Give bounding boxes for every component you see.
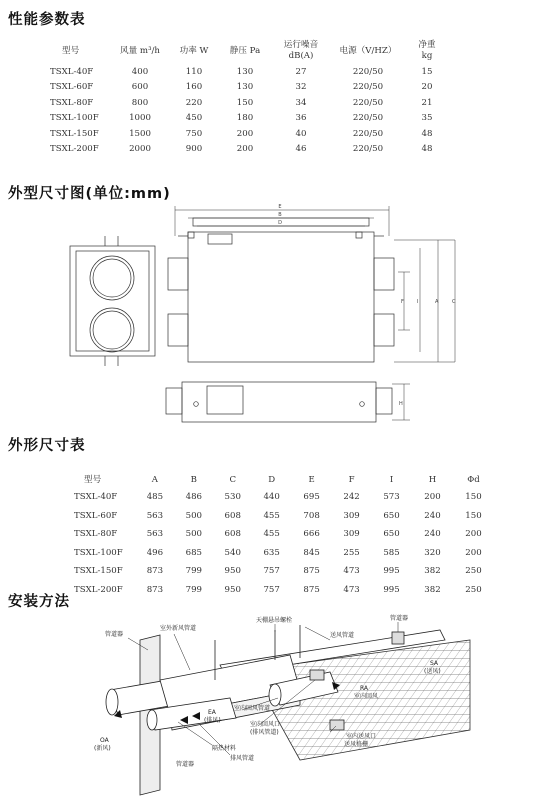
value-cell: 875: [303, 566, 320, 577]
value-cell: 20: [421, 82, 433, 93]
value-cell: 500: [185, 510, 203, 521]
value-cell: 666: [303, 529, 320, 540]
value-cell: 130: [236, 82, 254, 93]
callout-pipe-fitting-1: 管道器: [105, 631, 124, 638]
callout-supply-grille: 送风格栅: [344, 741, 369, 748]
value-cell: 32: [295, 82, 307, 93]
top-dimensions: [175, 206, 389, 236]
value-cell: 757: [263, 566, 280, 577]
value-cell: 220/50: [352, 66, 384, 77]
dims-col-b: B: [190, 474, 197, 485]
value-cell: 845: [303, 547, 320, 558]
dims-col-e: E: [308, 474, 315, 485]
value-cell: 1500: [129, 128, 151, 139]
value-cell: 220/50: [352, 113, 384, 124]
value-cell: 200: [236, 128, 254, 139]
callout-oa-sub: (新风): [94, 745, 111, 752]
dims-col-c: C: [229, 474, 237, 485]
supply-grille-top: [392, 632, 404, 644]
value-cell: 34: [295, 97, 307, 108]
value-cell: 608: [224, 529, 241, 540]
col-weight-line1: 净重: [418, 40, 436, 50]
value-cell: 573: [383, 492, 400, 503]
value-cell: 950: [224, 566, 241, 577]
value-cell: 799: [185, 566, 203, 577]
value-cell: 250: [465, 566, 482, 577]
install-drawing: [0, 610, 550, 800]
table-row: [74, 544, 494, 563]
model-cell: TSXL-60F: [74, 510, 118, 521]
table-row: [74, 562, 494, 581]
value-cell: 563: [146, 529, 164, 540]
outline-title: 外型尺寸图(单位:mm): [8, 186, 171, 202]
value-cell: 995: [383, 566, 400, 577]
col-static-pressure: 静压 Pa: [229, 45, 261, 56]
model-cell: TSXL-100F: [74, 547, 123, 558]
value-cell: 873: [146, 584, 164, 595]
callout-pipe-fitting-2: 管道器: [390, 615, 409, 622]
callout-hanging-bolt: 天棚悬吊螺栓: [256, 617, 293, 624]
value-cell: 485: [146, 492, 164, 503]
model-cell: TSXL-200F: [50, 144, 99, 155]
value-cell: 48: [421, 144, 433, 155]
front-view: [166, 382, 410, 422]
value-cell: 220/50: [352, 144, 384, 155]
value-cell: 200: [465, 529, 482, 540]
callout-outdoor-duct: 室外新风管道: [160, 625, 197, 632]
dim-label-i: I: [417, 299, 419, 305]
value-cell: 27: [295, 66, 307, 77]
callout-return-inlet: 室内回风口: [250, 721, 281, 728]
dims-col-f: F: [348, 474, 355, 485]
model-cell: TSXL-80F: [50, 97, 94, 108]
value-cell: 500: [185, 529, 203, 540]
value-cell: 200: [236, 144, 254, 155]
value-cell: 220/50: [352, 128, 384, 139]
dim-label-c: C: [452, 299, 456, 305]
value-cell: 40: [295, 128, 307, 139]
value-cell: 455: [263, 510, 280, 521]
value-cell: 48: [421, 128, 433, 139]
value-cell: 150: [236, 97, 254, 108]
value-cell: 455: [263, 529, 280, 540]
dims-table: [74, 472, 494, 599]
dims-col-model: 型号: [84, 474, 102, 485]
value-cell: 220/50: [352, 82, 384, 93]
dim-label-f: F: [401, 299, 404, 305]
value-cell: 496: [146, 547, 164, 558]
value-cell: 240: [424, 510, 441, 521]
value-cell: 320: [424, 547, 441, 558]
value-cell: 473: [343, 566, 360, 577]
value-cell: 708: [303, 510, 320, 521]
install-title: 安装方法: [8, 594, 70, 610]
model-cell: TSXL-60F: [50, 82, 94, 93]
value-cell: 130: [236, 66, 254, 77]
callout-exhaust-duct: 排风管道: [230, 755, 255, 762]
table-row: [74, 488, 494, 507]
value-cell: 685: [185, 547, 203, 558]
value-cell: 450: [185, 113, 203, 124]
value-cell: 799: [185, 584, 203, 595]
callout-ra-sub: 室内回风: [354, 693, 379, 700]
value-cell: 650: [383, 529, 400, 540]
model-cell: TSXL-40F: [74, 492, 118, 503]
value-cell: 200: [465, 547, 482, 558]
model-cell: TSXL-80F: [74, 529, 118, 540]
dim-label-e: E: [278, 204, 282, 210]
side-view: [70, 236, 155, 366]
col-weight-line2: kg: [421, 51, 433, 61]
value-cell: 180: [236, 113, 254, 124]
dims-title: 外形尺寸表: [8, 438, 86, 454]
dim-label-h: H: [399, 401, 403, 407]
callout-supply-outlet: 室内送风口: [346, 733, 377, 740]
model-cell: TSXL-150F: [74, 566, 123, 577]
callout-pipe-fitting-3: 管道器: [176, 761, 195, 768]
value-cell: 750: [185, 128, 203, 139]
callout-exhaust-duct-note: (排风管道): [250, 729, 279, 736]
value-cell: 150: [465, 510, 482, 521]
dim-label-d: D: [278, 220, 282, 226]
value-cell: 873: [146, 566, 164, 577]
dims-body: [74, 488, 494, 599]
value-cell: 160: [185, 82, 203, 93]
value-cell: 21: [421, 97, 433, 108]
value-cell: 36: [295, 113, 307, 124]
callout-return-duct: 室内回风管道: [234, 705, 271, 712]
value-cell: 757: [263, 584, 280, 595]
value-cell: 608: [224, 510, 241, 521]
value-cell: 2000: [129, 144, 151, 155]
col-model: 型号: [62, 45, 80, 56]
value-cell: 650: [383, 510, 400, 521]
col-noise-line2: dB(A): [288, 51, 314, 61]
dims-col-i: I: [389, 474, 394, 485]
callout-sa-sub: (送风): [424, 668, 441, 675]
col-airflow: 风量 m³/h: [120, 45, 160, 56]
dim-label-a: A: [435, 299, 439, 305]
value-cell: 950: [224, 584, 241, 595]
callout-ea-sub: (排风): [204, 717, 221, 724]
top-view: [168, 218, 394, 362]
value-cell: 240: [424, 529, 441, 540]
col-power-supply: 电源（V/HZ）: [339, 45, 397, 56]
value-cell: 473: [343, 584, 360, 595]
value-cell: 530: [224, 492, 241, 503]
callout-insulation: 隔热材料: [212, 745, 237, 752]
col-noise-line1: 运行噪音: [283, 40, 319, 50]
return-grille: [310, 670, 324, 680]
value-cell: 250: [465, 584, 482, 595]
value-cell: 255: [343, 547, 360, 558]
value-cell: 695: [303, 492, 320, 503]
dims-col-phid: Φd: [467, 474, 480, 485]
callout-ea: EA: [208, 709, 216, 716]
value-cell: 309: [343, 529, 360, 540]
value-cell: 15: [421, 66, 433, 77]
dims-col-h: H: [428, 474, 437, 485]
supply-grille: [330, 720, 344, 730]
col-power: 功率 W: [179, 45, 209, 56]
value-cell: 400: [131, 66, 149, 77]
value-cell: 635: [263, 547, 280, 558]
value-cell: 800: [131, 97, 149, 108]
value-cell: 220: [185, 97, 203, 108]
model-cell: TSXL-40F: [50, 66, 94, 77]
table-row: [74, 525, 494, 544]
value-cell: 875: [303, 584, 320, 595]
value-cell: 440: [263, 492, 280, 503]
value-cell: 486: [185, 492, 203, 503]
value-cell: 242: [343, 492, 360, 503]
callout-sa: SA: [430, 660, 439, 667]
value-cell: 200: [424, 492, 441, 503]
model-cell: TSXL-200F: [74, 584, 123, 595]
callout-ra: RA: [360, 685, 369, 692]
value-cell: 995: [383, 584, 400, 595]
value-cell: 382: [424, 566, 441, 577]
table-row: [74, 581, 494, 600]
value-cell: 382: [424, 584, 441, 595]
value-cell: 900: [185, 144, 203, 155]
value-cell: 540: [224, 547, 241, 558]
dims-col-a: A: [151, 474, 159, 485]
dim-label-b: B: [278, 212, 282, 218]
value-cell: 110: [185, 66, 203, 77]
callout-oa: OA: [100, 737, 109, 744]
params-title: 性能参数表: [8, 12, 86, 28]
value-cell: 600: [131, 82, 149, 93]
value-cell: 309: [343, 510, 360, 521]
value-cell: 46: [295, 144, 307, 155]
dims-header-row: [74, 472, 494, 488]
value-cell: 35: [421, 113, 433, 124]
value-cell: 220/50: [352, 97, 384, 108]
value-cell: 1000: [129, 113, 151, 124]
model-cell: TSXL-100F: [50, 113, 99, 124]
value-cell: 563: [146, 510, 164, 521]
model-cell: TSXL-150F: [50, 128, 99, 139]
value-cell: 585: [383, 547, 400, 558]
dims-col-d: D: [268, 474, 276, 485]
callout-supply-duct: 送风管道: [330, 632, 355, 639]
value-cell: 150: [465, 492, 482, 503]
table-row: [74, 507, 494, 526]
